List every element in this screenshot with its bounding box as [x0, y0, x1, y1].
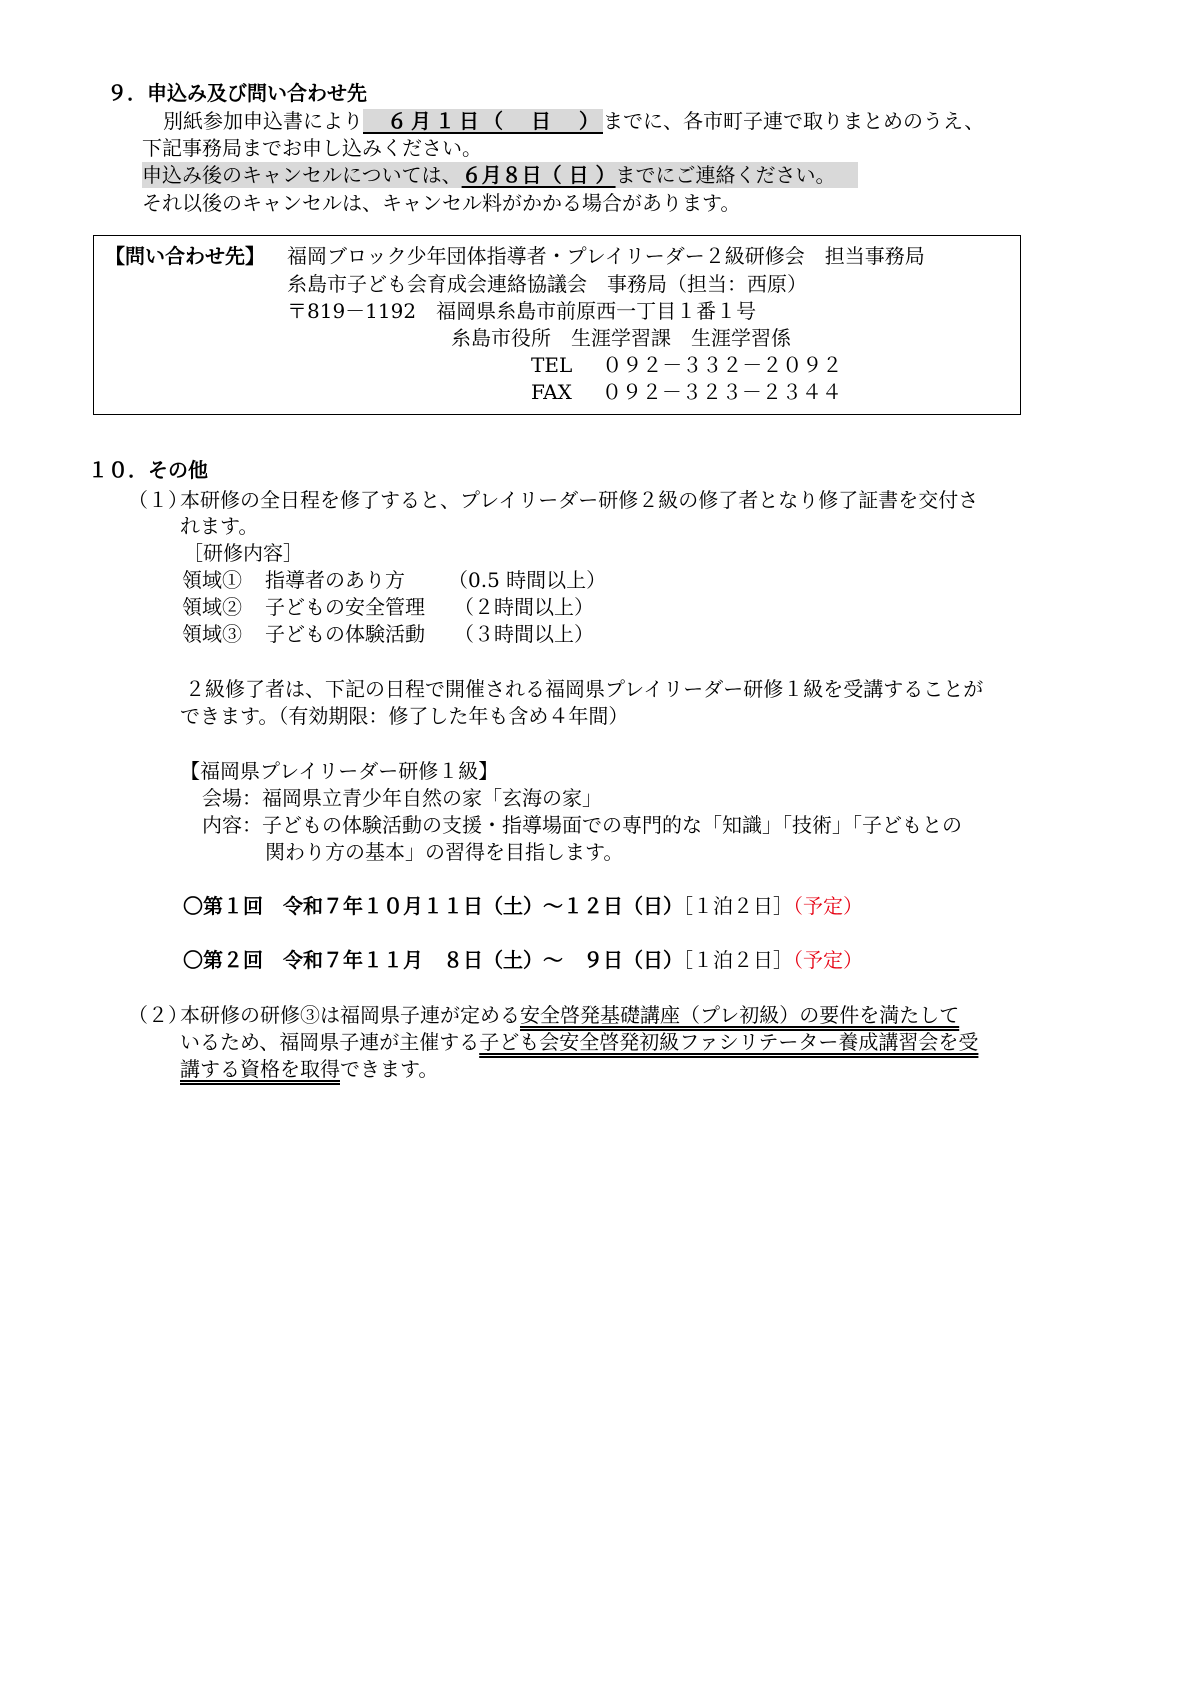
section9-heading: ９．申込み及び問い合わせ先 [107, 81, 367, 105]
application-deadline: ６月１日（ 日 ） [363, 109, 603, 133]
domain-row [182, 621, 602, 647]
fax-number: ０９２－３２３－２３４４ [601, 380, 842, 404]
item2-line2-underlined: 子ども会安全啓発初級ファシリテーター養成講習会を受 [479, 1030, 979, 1054]
item1-line1: 本研修の全日程を修了すると、プレイリーダー研修２級の修了者となり修了証書を交付さ [180, 488, 979, 512]
domain-topic: 子どもの体験活動 [265, 622, 425, 646]
contact-box [93, 235, 1021, 415]
tel-label: TEL [531, 353, 573, 377]
item2-line3 [180, 1056, 438, 1082]
session-label: 〇第２回 [183, 948, 283, 972]
section10-heading: １０．その他 [88, 458, 208, 482]
level1-content-line2: 関わり方の基本」の習得を目指します。 [265, 840, 624, 864]
section9-line1-after: までに、各市町子連で取りまとめのうえ、 [603, 109, 985, 133]
domain-name: 領域③ [182, 622, 242, 646]
session-row [183, 893, 863, 919]
item1-marker: （１） [128, 488, 188, 512]
item2-marker: （２） [128, 1003, 188, 1027]
tel-number: ０９２－３３２－２０９２ [602, 353, 843, 377]
contact-office: 糸島市役所 生涯学習課 生涯学習係 [451, 326, 791, 350]
domain-row [182, 594, 602, 620]
contact-fax [531, 379, 842, 405]
domain-hours: （３時間以上） [454, 622, 594, 646]
level2-note-line2: できます。（有効期限：修了した年も含め４年間） [180, 704, 629, 728]
section9-line4: それ以後のキャンセルは、キャンセル料がかかる場合があります。 [142, 191, 741, 215]
item2-line1-underlined: 安全啓発基礎講座（プレ初級）の要件を満たして [520, 1003, 960, 1027]
domain-name: 領域① [182, 568, 242, 592]
domain-topic: 子どもの安全管理 [265, 595, 425, 619]
level2-note-line1: ２級修了者は、下記の日程で開催される福岡県プレイリーダー研修１級を受講することが [185, 677, 984, 701]
session-dates: 令和７年１１月 ８日（土）～ ９日（日） [283, 948, 683, 972]
section9-line3-after: までにご連絡ください。 [615, 163, 836, 187]
domain-row [182, 567, 607, 593]
contact-council: 糸島市子ども会育成会連絡協議会 事務局（担当：西原） [287, 272, 807, 296]
section9-line2: 下記事務局までお申し込みください。 [142, 136, 482, 160]
fax-label: FAX [531, 380, 572, 404]
session-stay: ［１泊２日］ [683, 894, 793, 918]
section9-line3-before: 申込み後のキャンセルについては、 [142, 163, 462, 187]
contact-organizer: 福岡ブロック少年団体指導者・プレイリーダー２級研修会 担当事務局 [287, 244, 925, 268]
item2-line2-before: いるため、福岡県子連が主催する [180, 1030, 480, 1054]
item2-line2 [180, 1029, 978, 1055]
session-row [183, 947, 863, 973]
level1-heading: 【福岡県プレイリーダー研修１級】 [180, 759, 499, 783]
training-content-heading: ［研修内容］ [183, 541, 303, 565]
item2-line1 [180, 1002, 959, 1028]
level1-venue: 会場：福岡県立青少年自然の家「玄海の家」 [202, 786, 602, 810]
session-dates: 令和７年１０月１１日（土）～１２日（日） [283, 894, 683, 918]
domain-hours: （２時間以上） [454, 595, 594, 619]
session-label: 〇第１回 [183, 894, 283, 918]
item2-line1-before: 本研修の研修③は福岡県子連が定める [180, 1003, 520, 1027]
item2-line3-after: できます。 [340, 1057, 439, 1081]
cancellation-deadline: ６月８日（ 日 ） [461, 163, 616, 187]
item1-line2: れます。 [180, 514, 259, 538]
contact-address: 〒819－1192 福岡県糸島市前原西一丁目１番１号 [287, 299, 757, 323]
contact-label: 【問い合わせ先】 [105, 244, 265, 268]
session-status: （予定） [793, 894, 863, 918]
level1-content-line1: 内容：子どもの体験活動の支援・指導場面での専門的な「知識」「技術」「子どもとの [202, 813, 962, 837]
domain-topic: 指導者のあり方 [265, 568, 405, 592]
domain-hours: （0.5 時間以上） [448, 568, 607, 592]
session-status: （予定） [793, 948, 863, 972]
session-stay: ［１泊２日］ [683, 948, 793, 972]
contact-tel [531, 352, 842, 378]
domain-name: 領域② [182, 595, 242, 619]
section9-line3 [142, 162, 858, 188]
section9-line1 [163, 108, 984, 134]
item2-line3-underlined: 講する資格を取得 [180, 1057, 340, 1081]
section9-line1-before: 別紙参加申込書により [163, 109, 363, 133]
